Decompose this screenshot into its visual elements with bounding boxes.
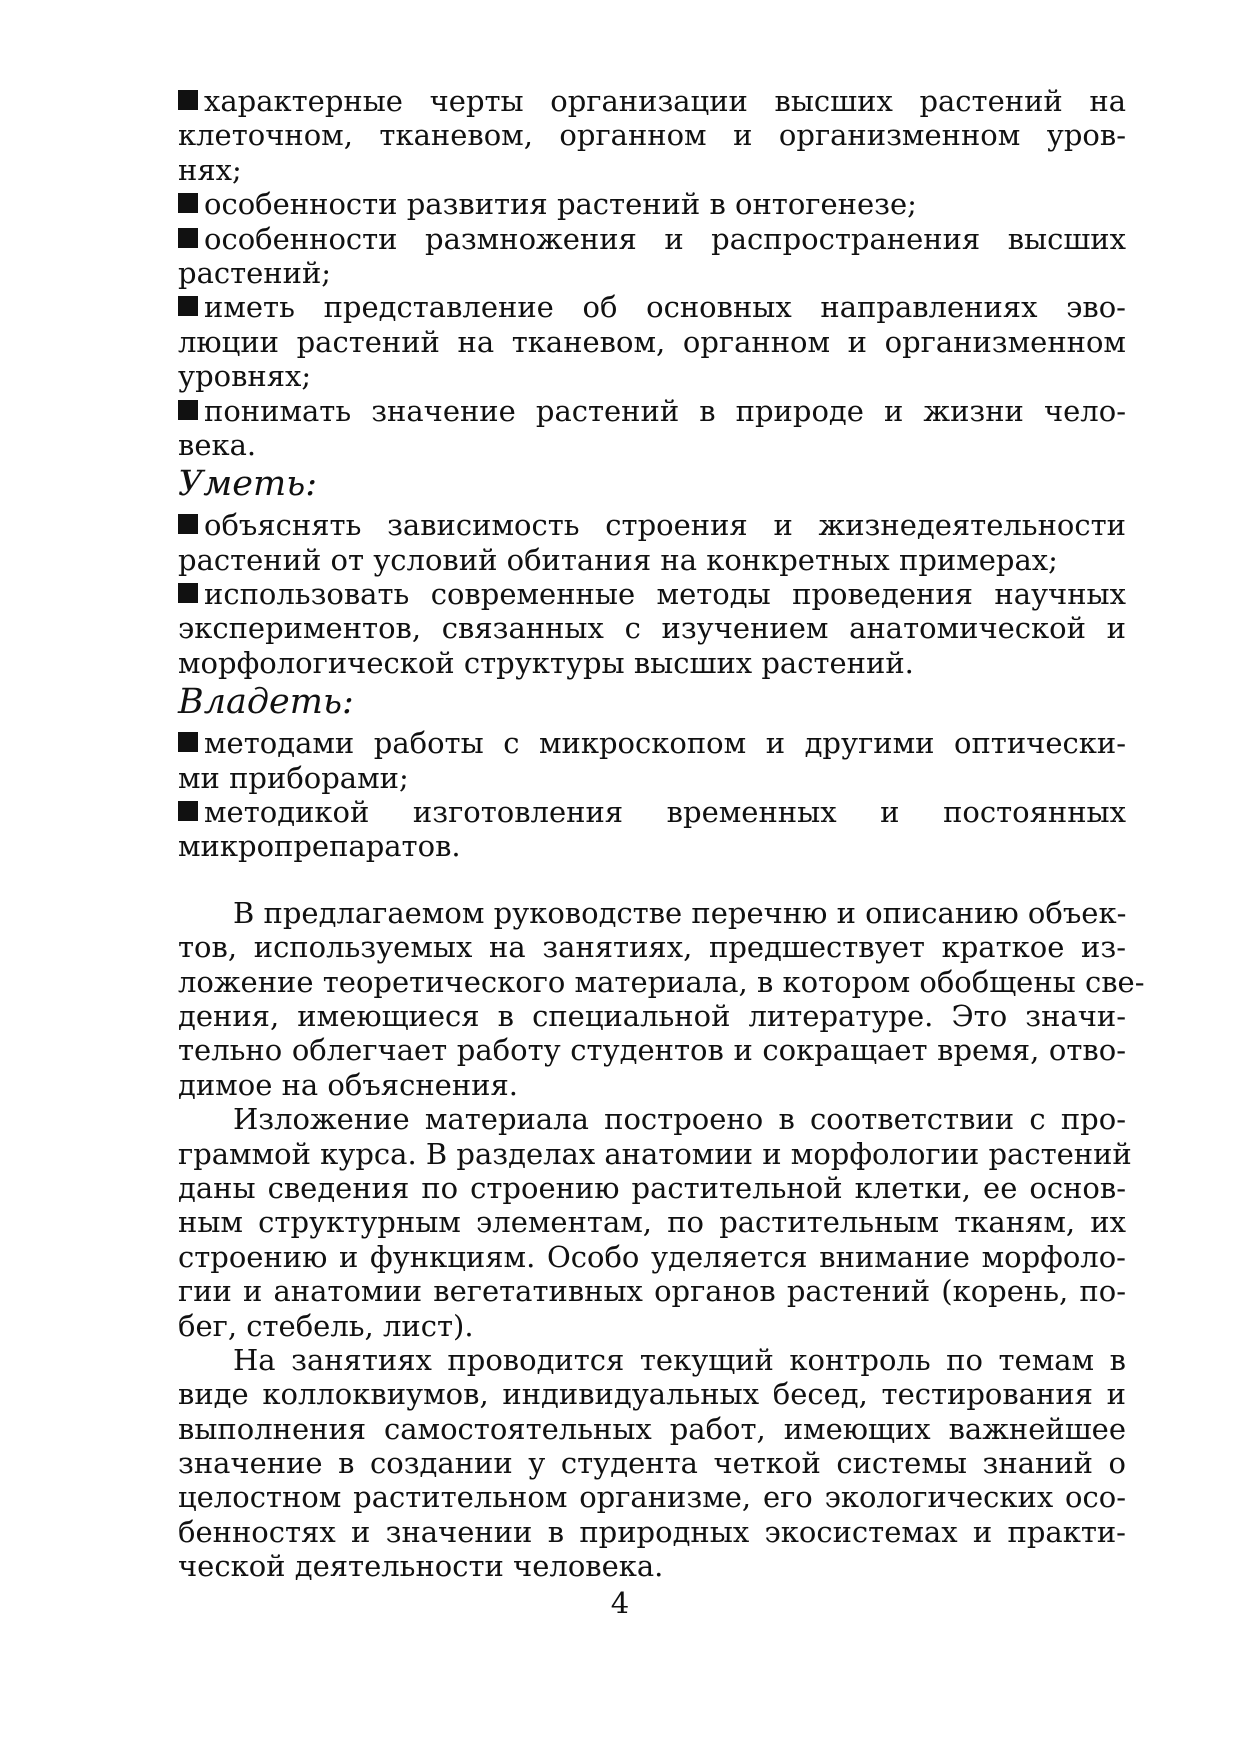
- square-bullet-icon: [178, 400, 198, 420]
- paragraph-line: бенностях и значении в природных экосистемах и практи-: [178, 1514, 1126, 1549]
- paragraph-line: ным структурным элементам, по растительным тканям, их: [178, 1205, 1126, 1240]
- paragraph-line: бег, стебель, лист).: [178, 1308, 474, 1343]
- list-item-line: растений от условий обитания на конкретных примерах;: [178, 542, 1058, 577]
- paragraph-line: тельно облегчает работу студентов и сокращает время, отво-: [178, 1033, 1126, 1068]
- paragraph-line: целостном растительном организме, его экологических осо-: [178, 1480, 1126, 1515]
- list-item-line: микропрепаратов.: [178, 829, 461, 864]
- list-item: [178, 187, 1126, 221]
- square-bullet-icon: [178, 583, 198, 603]
- list-item-line: понимать значение растений в природе и жизни чело-: [178, 394, 1126, 428]
- square-bullet-icon: [178, 732, 198, 752]
- paragraph-line: виде коллоквиумов, индивидуальных бесед, тестирования и: [178, 1377, 1126, 1412]
- master-list: [178, 726, 1126, 864]
- square-bullet-icon: [178, 296, 198, 316]
- square-bullet-icon: [178, 193, 198, 213]
- list-item-line: экспериментов, связанных с изучением анатомической и: [178, 611, 1126, 646]
- paragraph-line: тов, используемых на занятиях, предшествует краткое из-: [178, 930, 1126, 965]
- list-item-line: морфологической структуры высших растений.: [178, 645, 914, 680]
- paragraph-line: выполнения самостоятельных работ, имеющих важнейшее: [178, 1411, 1126, 1446]
- paragraph-line: строению и функциям. Особо уделяется внимание морфоло-: [178, 1239, 1126, 1274]
- paragraph-line: ческой деятельности человека.: [178, 1549, 664, 1584]
- list-item-line: методикой изготовления временных и постоянных: [178, 795, 1126, 829]
- paragraph: [178, 895, 1145, 1102]
- paragraph-line: граммой курса. В разделах анатомии и морфологии растений: [178, 1136, 1132, 1171]
- section-heading-can: Уметь:: [178, 464, 318, 505]
- page-number: 4: [610, 1586, 630, 1620]
- list-item: [178, 726, 1126, 795]
- list-item: [178, 222, 1126, 291]
- list-item-line: ми приборами;: [178, 760, 409, 795]
- list-item-line: особенности развития растений в онтогенезе;: [178, 187, 1126, 221]
- list-item: [178, 577, 1126, 680]
- list-item-line: использовать современные методы проведения научных: [178, 577, 1126, 611]
- square-bullet-icon: [178, 801, 198, 821]
- square-bullet-icon: [178, 514, 198, 534]
- paragraph-line: На занятиях проводится текущий контроль по темам в: [233, 1342, 1126, 1377]
- list-item-line: нях;: [178, 152, 242, 187]
- list-item: [178, 394, 1126, 463]
- paragraph-line: ложение теоретического материала, в котором обобщены све-: [178, 964, 1145, 999]
- list-item-line: методами работы с микроскопом и другими оптически-: [178, 726, 1126, 760]
- paragraph-line: значение в создании у студента четкой системы знаний о: [178, 1446, 1126, 1481]
- paragraph-line: В предлагаемом руководстве перечню и описанию объек-: [233, 895, 1127, 930]
- list-item-line: люции растений на тканевом, органном и организменном: [178, 324, 1126, 359]
- paragraph: [178, 1102, 1132, 1343]
- paragraph-line: димое на объяснения.: [178, 1067, 518, 1102]
- paragraph-line: гии и анатомии вегетативных органов растений (корень, по-: [178, 1274, 1126, 1309]
- list-item: [178, 84, 1126, 187]
- paragraph-line: Изложение материала построено в соответствии с про-: [233, 1102, 1126, 1137]
- list-item-line: характерные черты организации высших растений на: [178, 84, 1126, 118]
- paragraph-line: даны сведения по строению растительной клетки, ее основ-: [178, 1170, 1126, 1205]
- square-bullet-icon: [178, 228, 198, 248]
- list-item-line: уровнях;: [178, 359, 312, 394]
- can-list: [178, 508, 1126, 680]
- list-item: [178, 508, 1126, 577]
- list-item-line: объяснять зависимость строения и жизнедеятельности: [178, 508, 1126, 542]
- know-list: [178, 84, 1126, 462]
- list-item-line: века.: [178, 427, 257, 462]
- list-item: [178, 290, 1126, 393]
- list-item-line: иметь представление об основных направлениях эво-: [178, 290, 1126, 324]
- list-item-line: клеточном, тканевом, органном и организменном уров-: [178, 118, 1126, 153]
- paragraph: [178, 1343, 1126, 1584]
- section-heading-master: Владеть:: [178, 682, 354, 723]
- list-item: [178, 795, 1126, 864]
- spacer: [178, 864, 1126, 896]
- paragraph-line: дения, имеющиеся в специальной литературе. Это значи-: [178, 998, 1126, 1033]
- list-item-line: особенности размножения и распространения высших: [178, 222, 1126, 256]
- page-content: [178, 84, 1145, 1584]
- list-item-line: растений;: [178, 255, 332, 290]
- square-bullet-icon: [178, 90, 198, 110]
